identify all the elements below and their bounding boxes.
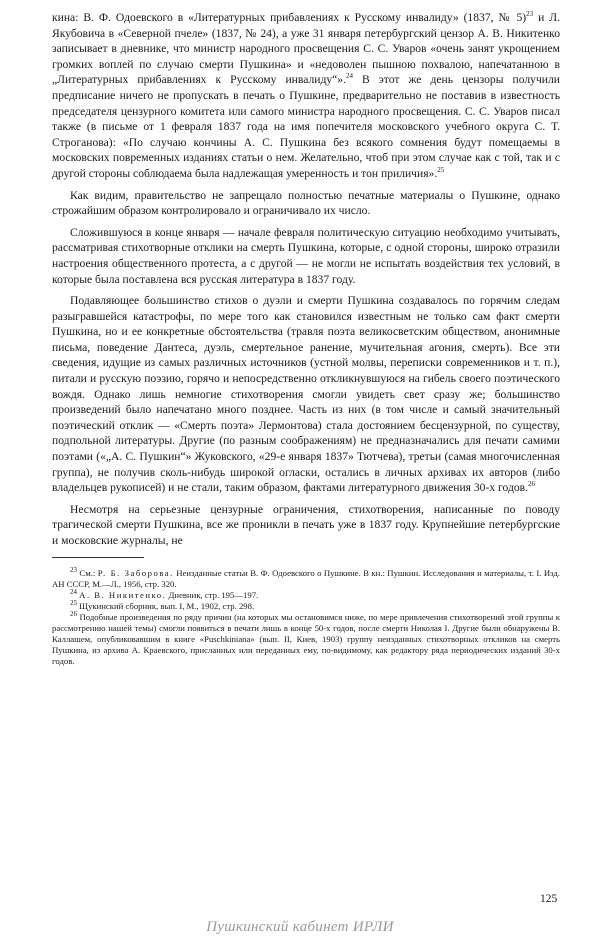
page-number: 125: [540, 893, 558, 905]
footnote-text: Подобные произведения по ряду причин (на которых мы остановимся ниже, по мере привлечения стихотворений этой группы к рассмотрению нашей темы) смогли появиться в печати лишь в конце 50-х годов, после смерти Николая I. Другие были обнаружены В. Каллашем, опубликовавшим в книге «Puschkiniana» (вып. II, Киев, 1903) группу неизданных стихотворных откликов на смерть Пушкина, из архива А. Краевского, присланных или переданных ему, по-видимому, как редактору ряда периодических изданий 30-х годов.: [52, 611, 560, 666]
footnote-text: Дневник, стр. 195—197.: [166, 589, 259, 600]
paragraph: [52, 293, 560, 496]
footnote-number: 26: [70, 609, 77, 618]
footnote-author: Р. Б. Заборова.: [97, 567, 174, 578]
footnote-ref[interactable]: 23: [526, 10, 534, 19]
page: [52, 10, 560, 667]
paragraph: Сложившуюся в конце января — начале февраля политическую ситуацию необходимо учитывать, рассматривая стихотворные отклики на смерть Пушкина, которые, с одной стороны, широко отразили настроения общественного протеста, а с другой — не могли не испытать воздействия тех условий, в которые была поставлена вся русская литература в 1837 году.: [52, 225, 560, 286]
footnote-ref[interactable]: 26: [528, 480, 536, 489]
text-run: кина: В. Ф. Одоевского в «Литературных прибавлениях к Русскому инвалиду» (1837, № 5): [52, 11, 527, 24]
watermark: Пушкинский кабинет ИРЛИ: [206, 919, 394, 935]
footnote-ref[interactable]: 24: [346, 72, 353, 81]
body-text: [52, 10, 560, 549]
text-run: Подавляющее большинство стихов о дуэли и смерти Пушкина создавалось по горячим следам разыгравшейся катастрофы, по мере того как становился известным не только сам факт смерти Пушкина, но и ее конкретные обстоятельства (травля поэта великосветским обществом, анонимные письма, поведение Дантеса, дуэль, смертельное ранение, мучительная агония, смерть). Все эти сведения, идущие из самых различных источников (устной молвы, переписки современников и т. п.), питали и русскую поэзию, горячо и непосредственно откликнувшуюся на гибель своего поэтического вождя. Однако лишь немногие стихотворения смогли увидеть свет сразу же; большинство произведений было напечатано много позднее. Часть из них (в том числе и самый значительный поэтический отклик — «Смерть поэта» Лермонтова) стала достоянием бесцензурной, по существу, подпольной литературы. Другие (по разным соображениям) не предназначались для печати самими поэтами («„А. С. Пушкин“» Жуковского, «29-е января 1837» Тютчева), третьи (самая многочисленная группа), не получив сколь-нибудь широкой огласки, остались в личных архивах их авторов (либо владельцев рукописей) и не стали, таким образом, фактами литературного движения 30-х годов.: [52, 294, 560, 495]
footnote: [52, 598, 560, 612]
paragraph: Несмотря на серьезные цензурные ограничения, стихотворения, написанные по поводу трагической смерти Пушкина, все же проникли в печать уже в 1837 году. Крупнейшие петербургские и московские журналы, не: [52, 502, 560, 547]
footnote-number: 23: [70, 565, 77, 574]
footnote-divider: [52, 557, 144, 558]
footnote-lead: См.:: [77, 567, 98, 578]
paragraph: [52, 10, 560, 182]
footnote: [52, 587, 560, 601]
text-run: В этот же день цензоры получили предписание ничего не пропускать в печать о Пушкине, предварительно не поставив в известность председателя цензурного комитета или самого министра народного просвещения. С. С. Уваров писал также (в письме от 1 февраля 1837 года на имя попечителя московского учебного округа С. Т. Строганова): «По случаю кончины А. С. Пушкина без всякого сомнения будут помещаемы в московских повременных изданиях статьи о нем. Желательно, чтоб при этом случае как с той, так и с другой стороны соблюдаема была надлежащая умеренность и тон приличия».: [52, 73, 561, 180]
footnote-text: Щукинский сборник, вып. I, М., 1902, стр. 298.: [79, 600, 255, 611]
footnote-ref[interactable]: 25: [437, 166, 445, 175]
footnote: [52, 565, 560, 590]
footnote-text: Неизданные статьи В. Ф. Одоевского о Пушкине. В кн.: Пушкин. Исследования и материалы, т. I. Изд. АН СССР, М.—Л., 1956, стр. 320.: [52, 567, 560, 589]
text-run: и Л. Якубовича в «Северной пчеле» (1837, № 24), а уже 31 января петербургский цензор А. В. Никитенко записывает в дневнике, что министр народного просвещения С. С. Уваров «очень занят укрощением громких воплей по случаю смерти Пушкина» и «недоволен пышною похвалою, напечатанною в „Литературных прибавлениях к Русскому инвалиду“».: [52, 11, 561, 87]
footnote-number: 24: [70, 587, 77, 596]
footnote: [52, 609, 560, 667]
paragraph: Как видим, правительство не запрещало полностью печатные материалы о Пушкине, однако строжайшим образом контролировало и ограничивало их число.: [52, 188, 560, 218]
footnote-number: 25: [70, 598, 77, 607]
footnote-author: А. В. Никитенко.: [79, 589, 167, 600]
footnotes: [52, 565, 560, 667]
